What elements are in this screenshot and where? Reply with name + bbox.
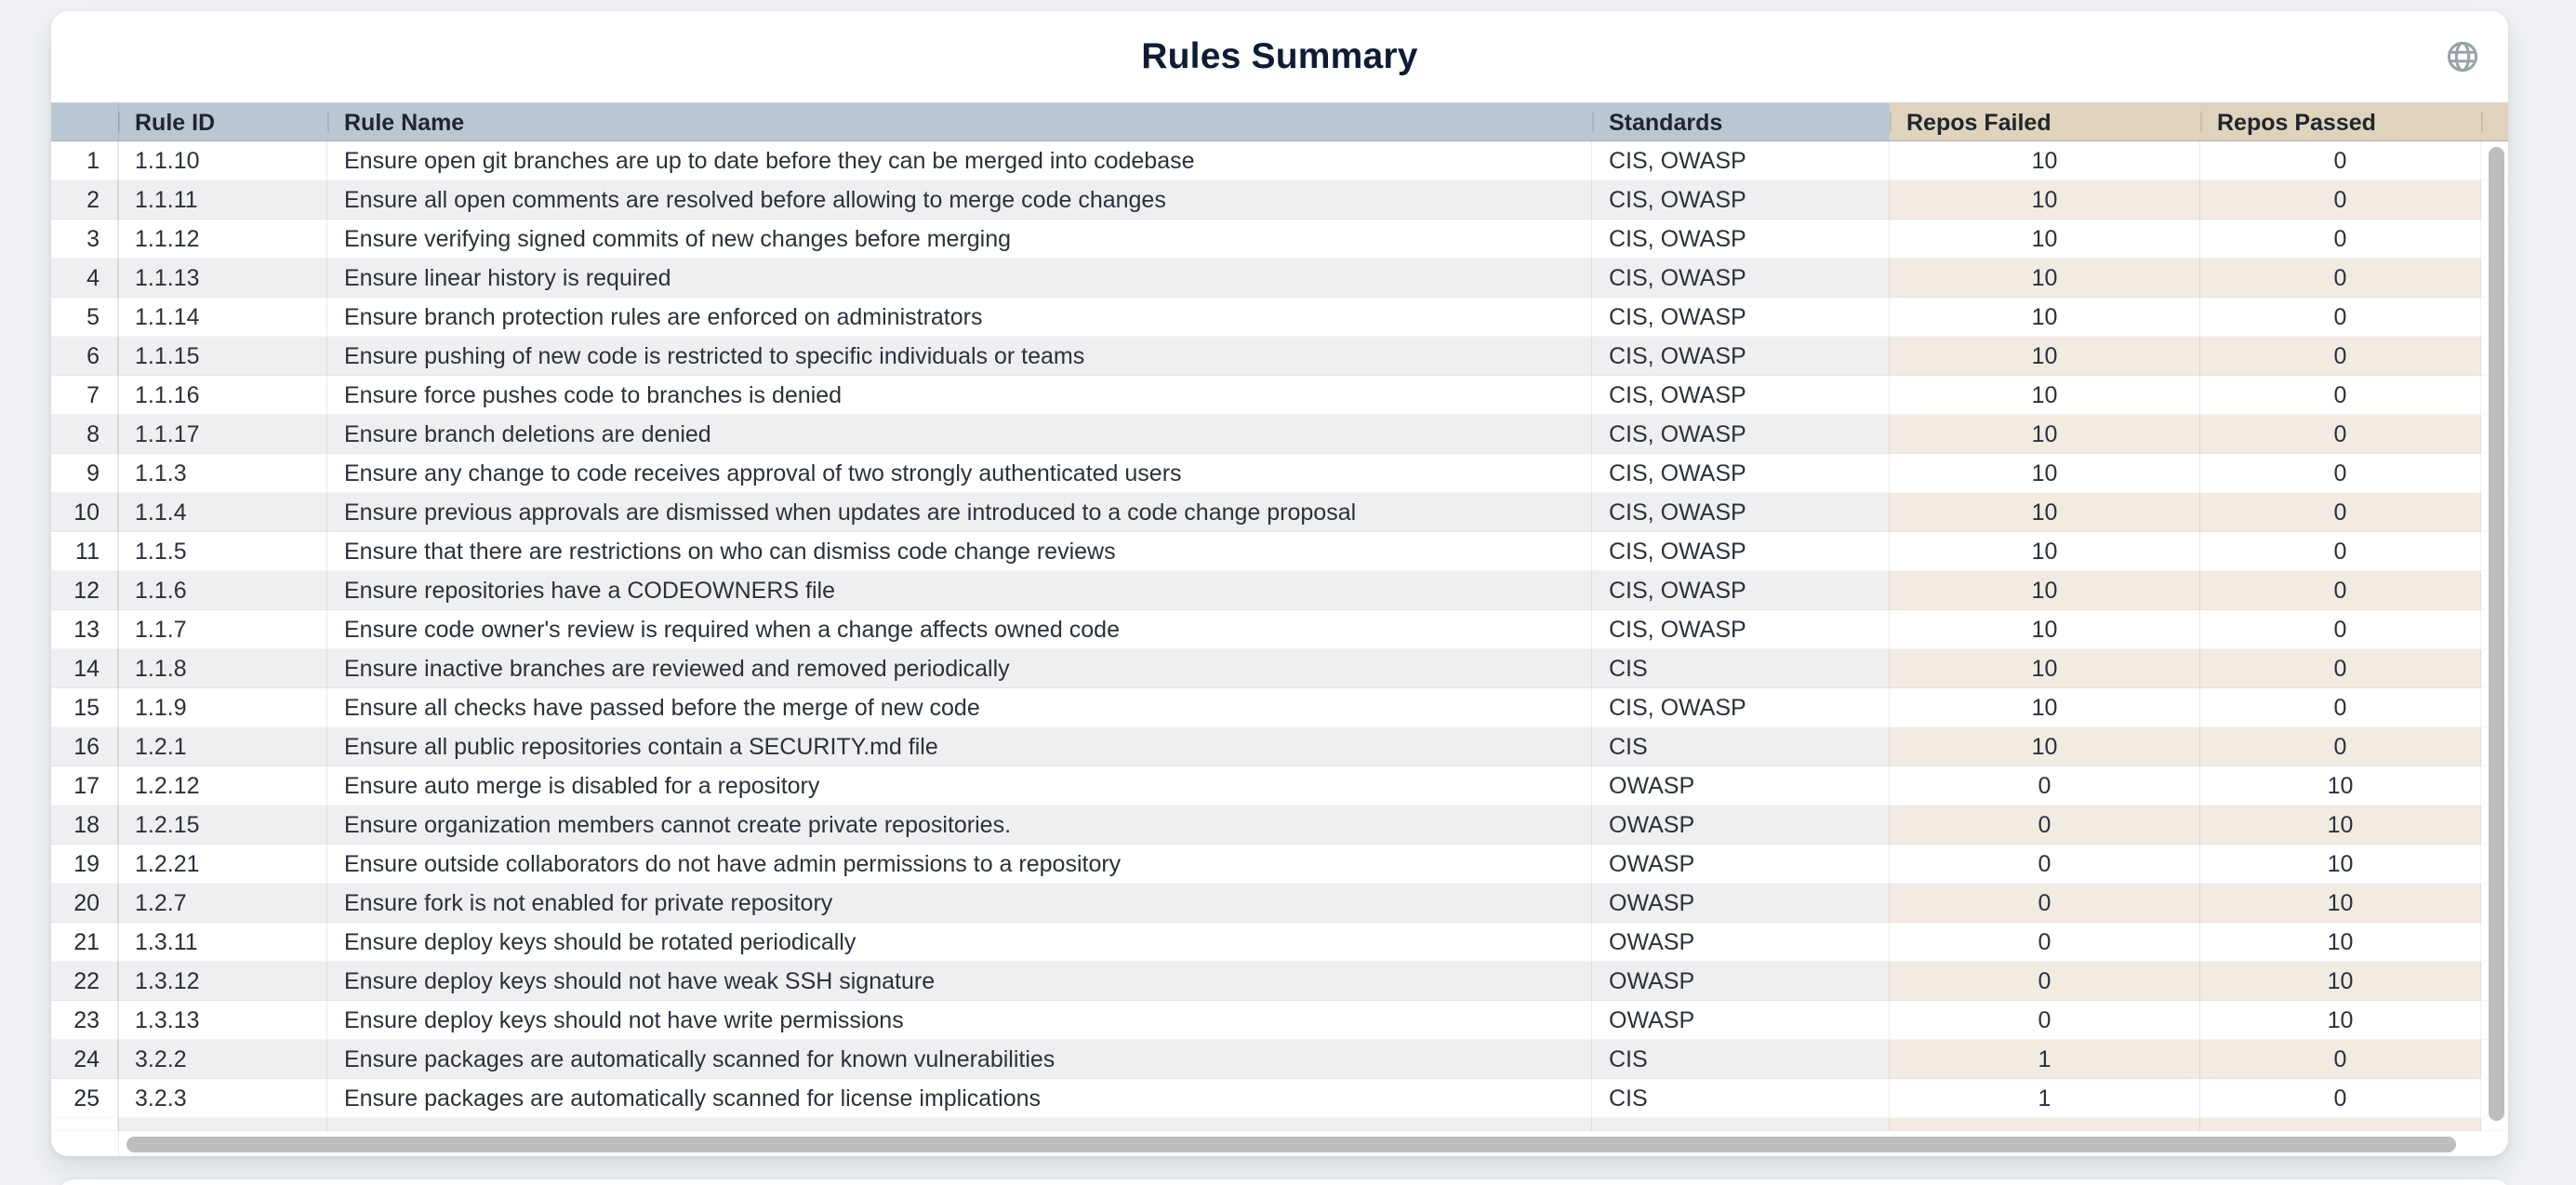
- table-row: [51, 532, 2508, 571]
- cell-failed: 10: [1890, 649, 2200, 688]
- cell-standards: CIS, OWASP: [1592, 220, 1890, 259]
- cell-num: 24: [51, 1040, 118, 1079]
- cell-failed: 10: [1890, 532, 2200, 571]
- table-row: [51, 1079, 2508, 1118]
- cell-failed: 1: [1890, 1040, 2200, 1079]
- cell-name: Ensure repositories have a CODEOWNERS file: [327, 571, 1592, 610]
- cell-name: Ensure any change to code receives approval of two strongly authenticated users: [327, 454, 1592, 493]
- cell-failed: 10: [1890, 571, 2200, 610]
- cell-id: 1.1.4: [118, 493, 327, 532]
- column-header-standards[interactable]: Standards: [1592, 103, 1890, 140]
- cell-id: 1.1.5: [118, 532, 327, 571]
- cell-num: 7: [51, 376, 118, 415]
- cell-name: Ensure deploy keys should not have weak SSH signature: [327, 962, 1592, 1001]
- cell-standards: CIS, OWASP: [1592, 337, 1890, 376]
- column-header-rule-name[interactable]: Rule Name: [327, 103, 1592, 140]
- table-row: [51, 571, 2508, 610]
- cell-passed: 10: [2200, 766, 2481, 806]
- column-header-index: [51, 103, 118, 140]
- globe-icon[interactable]: [2445, 39, 2480, 74]
- table-row: [51, 454, 2508, 493]
- cell-passed: 10: [2200, 845, 2481, 884]
- cell-passed: 0: [2200, 727, 2481, 766]
- cell-standards: CIS, OWASP: [1592, 298, 1890, 337]
- cell-name: Ensure inactive branches are reviewed and removed periodically: [327, 649, 1592, 688]
- table-row: [51, 298, 2508, 337]
- cell-num: [51, 1118, 118, 1131]
- cell-passed: 10: [2200, 806, 2481, 845]
- cell-passed: 0: [2200, 610, 2481, 649]
- cell-failed: 10: [1890, 493, 2200, 532]
- cell-failed: 10: [1890, 688, 2200, 727]
- cell-num: 2: [51, 180, 118, 220]
- cell-standards: OWASP: [1592, 884, 1890, 923]
- cell-num: 17: [51, 766, 118, 806]
- table-row: [51, 493, 2508, 532]
- cell-id: 1.2.1: [118, 727, 327, 766]
- cell-standards: CIS: [1592, 1079, 1890, 1118]
- cell-id: 1.2.15: [118, 806, 327, 845]
- cell-name: Ensure branch deletions are denied: [327, 415, 1592, 454]
- table-row: [51, 259, 2508, 298]
- cell-passed: 0: [2200, 649, 2481, 688]
- table-row: [51, 610, 2508, 649]
- cell-standards: CIS, OWASP: [1592, 493, 1890, 532]
- cell-num: 16: [51, 727, 118, 766]
- cell-name: Ensure auto merge is disabled for a repository: [327, 766, 1592, 806]
- table-header-row: [51, 102, 2508, 141]
- cell-standards: OWASP: [1592, 845, 1890, 884]
- cell-num: 13: [51, 610, 118, 649]
- cell-failed: 10: [1890, 454, 2200, 493]
- cell-num: 1: [51, 141, 118, 180]
- pinned-column-divider: [118, 102, 119, 1156]
- cell-num: 12: [51, 571, 118, 610]
- cell-standards: OWASP: [1592, 923, 1890, 962]
- cell-standards: CIS: [1592, 727, 1890, 766]
- cell-name: Ensure fork is not enabled for private repository: [327, 884, 1592, 923]
- cell-name: [327, 1118, 1592, 1131]
- cell-failed: 0: [1890, 884, 2200, 923]
- cell-failed: 10: [1890, 220, 2200, 259]
- column-header-repos-passed[interactable]: Repos Passed: [2200, 103, 2481, 140]
- cell-name: Ensure deploy keys should not have write permissions: [327, 1001, 1592, 1040]
- table-row: [51, 415, 2508, 454]
- cell-num: 9: [51, 454, 118, 493]
- cell-num: 10: [51, 493, 118, 532]
- cell-standards: CIS, OWASP: [1592, 180, 1890, 220]
- cell-failed: 1: [1890, 1079, 2200, 1118]
- cell-id: 1.1.10: [118, 141, 327, 180]
- cell-standards: CIS, OWASP: [1592, 141, 1890, 180]
- cell-name: Ensure packages are automatically scanned for known vulnerabilities: [327, 1040, 1592, 1079]
- table-row: [51, 649, 2508, 688]
- cell-num: 21: [51, 923, 118, 962]
- cell-num: 25: [51, 1079, 118, 1118]
- cell-standards: CIS, OWASP: [1592, 454, 1890, 493]
- cell-passed: 0: [2200, 259, 2481, 298]
- cell-num: 23: [51, 1001, 118, 1040]
- cell-standards: OWASP: [1592, 766, 1890, 806]
- cell-id: 1.1.14: [118, 298, 327, 337]
- cell-num: 4: [51, 259, 118, 298]
- cell-name: Ensure verifying signed commits of new changes before merging: [327, 220, 1592, 259]
- cell-id: 1.1.6: [118, 571, 327, 610]
- cell-name: Ensure branch protection rules are enforced on administrators: [327, 298, 1592, 337]
- next-card-peek: [58, 1179, 2511, 1185]
- cell-id: 3.2.2: [118, 1040, 327, 1079]
- cell-name: Ensure pushing of new code is restricted to specific individuals or teams: [327, 337, 1592, 376]
- table-row: [51, 962, 2508, 1001]
- cell-standards: CIS, OWASP: [1592, 259, 1890, 298]
- cell-id: 1.1.15: [118, 337, 327, 376]
- cell-id: 1.2.12: [118, 766, 327, 806]
- cell-standards: CIS, OWASP: [1592, 688, 1890, 727]
- table-row: [51, 1001, 2508, 1040]
- table-row: [51, 884, 2508, 923]
- cell-passed: 0: [2200, 688, 2481, 727]
- cell-name: Ensure open git branches are up to date before they can be merged into codebase: [327, 141, 1592, 180]
- cell-id: 1.1.11: [118, 180, 327, 220]
- cell-passed: 10: [2200, 962, 2481, 1001]
- header-scrollbar-gutter: [2481, 103, 2508, 140]
- cell-passed: 10: [2200, 884, 2481, 923]
- cell-passed: 0: [2200, 298, 2481, 337]
- cell-passed: 0: [2200, 493, 2481, 532]
- cell-name: Ensure deploy keys should be rotated periodically: [327, 923, 1592, 962]
- rules-summary-card: [51, 11, 2508, 1156]
- cell-name: Ensure code owner's review is required when a change affects owned code: [327, 610, 1592, 649]
- cell-id: 1.1.13: [118, 259, 327, 298]
- cell-failed: 0: [1890, 923, 2200, 962]
- cell-failed: 0: [1890, 962, 2200, 1001]
- cell-passed: 0: [2200, 571, 2481, 610]
- table-row: [51, 688, 2508, 727]
- cell-passed: 0: [2200, 180, 2481, 220]
- cell-id: 1.1.8: [118, 649, 327, 688]
- cell-standards: CIS: [1592, 649, 1890, 688]
- table-row: [51, 1040, 2508, 1079]
- cell-failed: 0: [1890, 845, 2200, 884]
- cell-name: Ensure that there are restrictions on who can dismiss code change reviews: [327, 532, 1592, 571]
- cell-standards: CIS: [1592, 1040, 1890, 1079]
- cell-standards: OWASP: [1592, 1001, 1890, 1040]
- cell-failed: 0: [1890, 766, 2200, 806]
- cell-num: 20: [51, 884, 118, 923]
- cell-standards: OWASP: [1592, 962, 1890, 1001]
- column-header-label: Rule ID: [135, 110, 216, 136]
- cell-standards: CIS, OWASP: [1592, 571, 1890, 610]
- cell-name: Ensure all checks have passed before the merge of new code: [327, 688, 1592, 727]
- cell-name: Ensure organization members cannot create private repositories.: [327, 806, 1592, 845]
- cell-num: 14: [51, 649, 118, 688]
- horizontal-scrollbar-thumb[interactable]: [126, 1137, 2456, 1152]
- cell-standards: OWASP: [1592, 806, 1890, 845]
- cell-failed: [1890, 1118, 2200, 1131]
- cell-name: Ensure linear history is required: [327, 259, 1592, 298]
- cell-passed: 0: [2200, 415, 2481, 454]
- cell-id: 1.1.16: [118, 376, 327, 415]
- cell-passed: 10: [2200, 923, 2481, 962]
- table-body: [51, 141, 2508, 1118]
- column-header-rule-id[interactable]: [118, 103, 327, 140]
- cell-name: Ensure force pushes code to branches is denied: [327, 376, 1592, 415]
- cell-failed: 10: [1890, 376, 2200, 415]
- cell-id: 1.1.7: [118, 610, 327, 649]
- cell-id: 1.2.21: [118, 845, 327, 884]
- cell-passed: 0: [2200, 337, 2481, 376]
- cell-failed: 10: [1890, 415, 2200, 454]
- cell-id: 1.1.3: [118, 454, 327, 493]
- cell-failed: 0: [1890, 1001, 2200, 1040]
- cell-passed: 0: [2200, 376, 2481, 415]
- cell-failed: 10: [1890, 727, 2200, 766]
- cell-failed: 10: [1890, 337, 2200, 376]
- cell-passed: 0: [2200, 454, 2481, 493]
- cell-failed: 10: [1890, 259, 2200, 298]
- cell-id: 1.1.12: [118, 220, 327, 259]
- cell-passed: 0: [2200, 141, 2481, 180]
- table-row: [51, 141, 2508, 180]
- table-row: [51, 180, 2508, 220]
- table-row: [51, 727, 2508, 766]
- cell-standards: CIS, OWASP: [1592, 415, 1890, 454]
- cell-failed: 10: [1890, 141, 2200, 180]
- cell-name: Ensure outside collaborators do not have admin permissions to a repository: [327, 845, 1592, 884]
- cell-name: Ensure all public repositories contain a SECURITY.md file: [327, 727, 1592, 766]
- cell-name: Ensure packages are automatically scanned for license implications: [327, 1079, 1592, 1118]
- cell-num: 18: [51, 806, 118, 845]
- table-row: [51, 376, 2508, 415]
- table-row: [51, 220, 2508, 259]
- cell-passed: 0: [2200, 1079, 2481, 1118]
- cell-num: 8: [51, 415, 118, 454]
- cell-passed: 0: [2200, 532, 2481, 571]
- cell-id: 1.3.13: [118, 1001, 327, 1040]
- table-row: [51, 923, 2508, 962]
- cell-id: 1.3.12: [118, 962, 327, 1001]
- cell-failed: 10: [1890, 180, 2200, 220]
- cell-id: 1.3.11: [118, 923, 327, 962]
- cell-failed: 10: [1890, 610, 2200, 649]
- cell-failed: 0: [1890, 806, 2200, 845]
- cell-num: 3: [51, 220, 118, 259]
- page-title: Rules Summary: [1141, 36, 1418, 76]
- cell-passed: [2200, 1118, 2481, 1131]
- cell-id: 3.2.3: [118, 1079, 327, 1118]
- vertical-scrollbar-thumb[interactable]: [2489, 147, 2504, 1121]
- cell-num: 15: [51, 688, 118, 727]
- table-row: [51, 845, 2508, 884]
- cell-num: 19: [51, 845, 118, 884]
- cell-id: 1.2.7: [118, 884, 327, 923]
- card-titlebar: [51, 11, 2508, 102]
- cell-standards: [1592, 1118, 1890, 1131]
- cell-name: Ensure all open comments are resolved before allowing to merge code changes: [327, 180, 1592, 220]
- cell-passed: 10: [2200, 1001, 2481, 1040]
- table-row: [51, 337, 2508, 376]
- cell-standards: CIS, OWASP: [1592, 376, 1890, 415]
- table-row: [51, 806, 2508, 845]
- cell-passed: 0: [2200, 220, 2481, 259]
- cell-name: Ensure previous approvals are dismissed when updates are introduced to a code change proposal: [327, 493, 1592, 532]
- cell-id: 1.1.17: [118, 415, 327, 454]
- cell-num: 6: [51, 337, 118, 376]
- column-header-repos-failed[interactable]: Repos Failed: [1890, 103, 2200, 140]
- cell-passed: 0: [2200, 1040, 2481, 1079]
- table-row: [51, 766, 2508, 806]
- table-row-partial: [51, 1118, 2508, 1131]
- cell-num: 11: [51, 532, 118, 571]
- cell-id: 1.1.9: [118, 688, 327, 727]
- cell-num: 22: [51, 962, 118, 1001]
- cell-failed: 10: [1890, 298, 2200, 337]
- cell-id: [118, 1118, 327, 1131]
- cell-standards: CIS, OWASP: [1592, 532, 1890, 571]
- cell-standards: CIS, OWASP: [1592, 610, 1890, 649]
- cell-num: 5: [51, 298, 118, 337]
